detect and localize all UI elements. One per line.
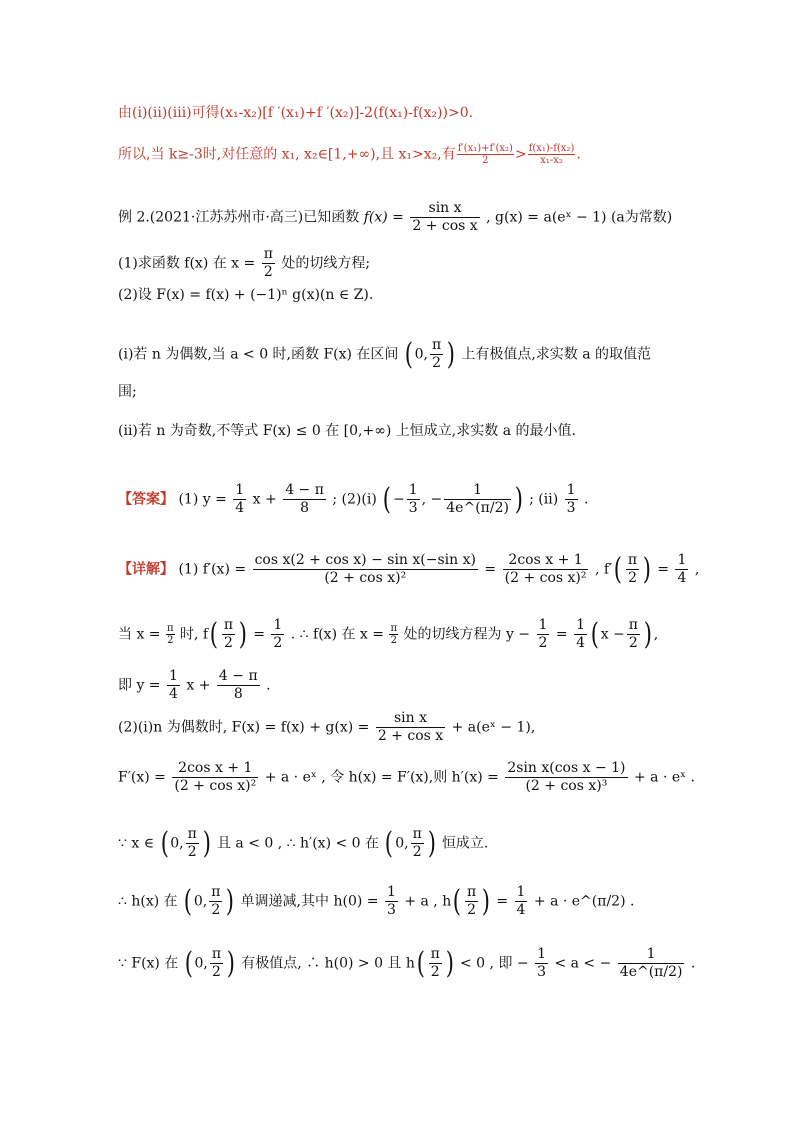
fraction: $\frac{\text{cos x(2 + cos x) − sin x(−sin x)}}{\text{(2 + cos x)²}}$ — [254, 552, 476, 586]
math: f(x) = — [363, 209, 404, 226]
fraction: $\frac{1}{4}$ — [169, 668, 178, 702]
text: 围; — [118, 384, 137, 400]
text: ; (ⅱ) — [529, 491, 559, 508]
text: 上有极值点,求实数 a 的取值范 — [461, 346, 652, 363]
question-2ii-line — [118, 421, 576, 441]
text: 有极值点, ∴ h(0) > 0 且 h — [241, 955, 415, 972]
conclusion-line — [118, 103, 473, 123]
text: 单调递减,其中 h(0) = — [240, 893, 379, 910]
fraction: $\frac{\pi}{2}$ — [430, 946, 440, 980]
text: x + — [252, 491, 277, 508]
fraction: $\frac{1}{4}$ — [576, 617, 585, 651]
text: < 0 , 即 − — [460, 955, 529, 972]
paren: ( — [209, 616, 219, 652]
text: x + — [186, 677, 211, 694]
example-title-line — [118, 200, 672, 235]
paren: ( — [385, 825, 394, 861]
text: (2)(ⅰ)n 为偶数时, F(x) = f(x) + g(x) = — [118, 719, 370, 736]
paren: ) — [445, 945, 454, 981]
detail-line-6 — [118, 826, 488, 861]
text: = — [657, 561, 670, 578]
text: 所以,当 k≥-3时,对任意的 x₁, x₂∈[1,+∞),且 x₁>x₂,有 — [118, 146, 456, 163]
text: ∵ x ∈ — [118, 835, 155, 852]
text: ∵ F(x) 在 — [118, 955, 179, 972]
question-2-line — [118, 285, 373, 305]
paren: ( — [404, 336, 413, 372]
text: (ⅰ)若 n 为偶数,当 a < 0 时,函数 F(x) 在区间 — [118, 346, 399, 363]
fraction: $\frac{\pi}{2}$ — [412, 826, 422, 860]
text: 且 a < 0 , ∴ h′(x) < 0 在 — [216, 835, 380, 852]
text: (ⅱ)若 n 为奇数,不等式 F(x) ≤ 0 在 [0,+∞) 上恒成立,求实数 a 的最小值. — [118, 423, 576, 439]
text: < a < − — [554, 955, 612, 972]
conclusion-inequality-line — [118, 143, 581, 166]
detail-line-8 — [118, 946, 695, 981]
text: . — [266, 677, 271, 694]
paren: ( — [183, 883, 193, 919]
paren: ) — [514, 481, 523, 517]
text: , f′ — [594, 561, 613, 578]
paren: ) — [446, 336, 456, 372]
paren: ) — [642, 551, 652, 587]
text: + a · eˣ . — [633, 769, 695, 786]
fraction: $\frac{\pi}{2}$ — [166, 623, 174, 646]
paren: ( — [613, 551, 623, 587]
detail-tag: 【详解】 — [118, 561, 174, 578]
text: . — [576, 146, 581, 163]
text: + a · eˣ , 令 h(x) = F′(x),则 h′(x) = — [264, 769, 499, 786]
paren: ( — [452, 883, 462, 919]
text: 当 x = — [118, 626, 161, 643]
question-2i-line-cont — [118, 382, 137, 402]
fraction: $\frac{\text{f′(x₁)+f′(x₂)}}{2}$ — [457, 143, 513, 166]
fraction: $\frac{\pi}{2}$ — [211, 946, 222, 980]
fraction: $\frac{1}{4e\^{}(\pi/2)}$ — [446, 482, 509, 516]
fraction: $\frac{\pi}{2}$ — [263, 246, 273, 280]
paren: ( — [416, 945, 425, 981]
fraction: $\frac{\pi}{2}$ — [223, 617, 234, 651]
paren: ( — [383, 481, 392, 517]
example-title: 例 2.(2021·江苏苏州市·高三)已知函数 — [118, 209, 360, 226]
text: − — [392, 491, 405, 508]
text: 时, f — [180, 626, 209, 643]
fraction: $\frac{\pi}{2}$ — [466, 884, 477, 918]
detail-line-5 — [118, 760, 695, 795]
paren: ) — [226, 883, 235, 919]
fraction: $\frac{\text{2cos x + 1}}{\text{(2 + cos x)²}}$ — [174, 760, 257, 794]
paren: ( — [590, 616, 599, 652]
fraction: $\frac{1}{3}$ — [566, 482, 576, 516]
text: (1)求函数 f(x) 在 x = — [118, 255, 256, 272]
paren: ) — [481, 883, 491, 919]
fraction: $\frac{1}{3}$ — [408, 482, 418, 516]
paren: ) — [643, 616, 652, 652]
fraction: $\frac{\pi}{2}$ — [431, 337, 442, 371]
text: , — [694, 561, 700, 578]
fraction: $\frac{1}{4}$ — [235, 482, 245, 516]
fraction: $\frac{1}{2}$ — [273, 617, 283, 651]
text: x − — [600, 626, 625, 643]
fraction: $\frac{1}{4e\^{}(\pi/2)}$ — [619, 946, 683, 980]
text: F′(x) = — [118, 769, 166, 786]
text: , − — [421, 491, 443, 508]
text: . — [690, 955, 696, 972]
detail-line-7 — [118, 884, 634, 919]
text: = — [496, 893, 509, 910]
text: 处的切线方程为 y − — [403, 626, 531, 643]
text: = — [484, 561, 497, 578]
text: ∴ h(x) 在 — [118, 893, 178, 910]
fraction: $\frac{\pi}{2}$ — [211, 884, 221, 918]
text: = — [253, 626, 265, 643]
question-1-line — [118, 246, 370, 281]
fraction: $\frac{\pi}{2}$ — [628, 617, 638, 651]
fraction: $\frac{\text{f(x₁)-f(x₂)}}{\text{x₁-x₂}}$ — [528, 143, 575, 166]
detail-line-3 — [118, 668, 271, 703]
fraction: $\frac{4 - \pi}{8}$ — [218, 668, 258, 702]
fraction: $\frac{1}{2}$ — [538, 617, 548, 651]
fraction: $\frac{1}{3}$ — [386, 884, 396, 918]
text: = — [555, 626, 568, 643]
text: 0, — [414, 346, 428, 363]
fraction: $\frac{4 - \pi}{8}$ — [285, 482, 324, 516]
text: 即 y = — [118, 677, 161, 694]
fraction: $\frac{\text{2cos x + 1}}{\text{(2 + cos x)²}}$ — [504, 552, 587, 586]
text: 0, — [194, 955, 208, 972]
answer-line — [118, 482, 588, 517]
fraction: $\frac{\pi}{2}$ — [187, 826, 197, 860]
question-2i-line — [118, 337, 651, 372]
text: (1) y = — [178, 491, 227, 508]
text: (2)设 F(x) = f(x) + (−1)ⁿ g(x)(n ∈ Z). — [118, 287, 374, 303]
detail-line-4 — [118, 710, 535, 745]
text: , g(x) = a(eˣ − 1) (a为常数) — [486, 209, 673, 226]
paren: ) — [202, 825, 211, 861]
paren: ) — [226, 945, 236, 981]
paren: ( — [160, 825, 169, 861]
text: 0, — [193, 893, 208, 910]
detail-line-2 — [118, 617, 658, 652]
fraction: $\frac{1}{4}$ — [677, 552, 687, 586]
text: + a · e^(π/2) . — [533, 893, 635, 910]
text: 恒成立. — [441, 835, 489, 852]
text: 0, — [170, 835, 184, 852]
fraction: $\frac{\pi}{2}$ — [627, 552, 638, 586]
text: + a , h — [404, 893, 452, 910]
detail-line-1 — [118, 552, 699, 587]
text: + a(eˣ − 1), — [451, 719, 536, 736]
text: . ∴ f(x) 在 x = — [290, 626, 385, 643]
text: > — [514, 146, 527, 163]
fraction: $\frac{\text{sin x}}{\text{2 + cos x}}$ — [377, 710, 444, 744]
text: . — [583, 491, 589, 508]
text: (1) f′(x) = — [178, 561, 247, 578]
paren: ( — [184, 945, 193, 981]
fraction: $\frac{1}{4}$ — [516, 884, 526, 918]
text: ; (2)(ⅰ) — [332, 491, 377, 508]
fraction: $\frac{\text{2sin x(cos x − 1)}}{\text{(2 + cos x)³}}$ — [507, 760, 626, 794]
fraction: $\frac{\text{sin x}}{\text{2 + cos x}}$ — [412, 200, 478, 234]
text: , — [653, 626, 659, 643]
text: 处的切线方程; — [281, 255, 371, 272]
paren: ) — [238, 616, 247, 652]
conclusion-text: 由(ⅰ)(ⅱ)(ⅲ)可得(x₁-x₂)[f ′(x₁)+f ′(x₂)]-2(f(x₁)-f(x₂))>0. — [118, 105, 474, 121]
answer-tag: 【答案】 — [118, 491, 174, 508]
text: 0, — [395, 835, 409, 852]
paren: ) — [427, 825, 436, 861]
fraction: $\frac{\pi}{2}$ — [390, 623, 398, 646]
fraction: $\frac{1}{3}$ — [537, 946, 546, 980]
